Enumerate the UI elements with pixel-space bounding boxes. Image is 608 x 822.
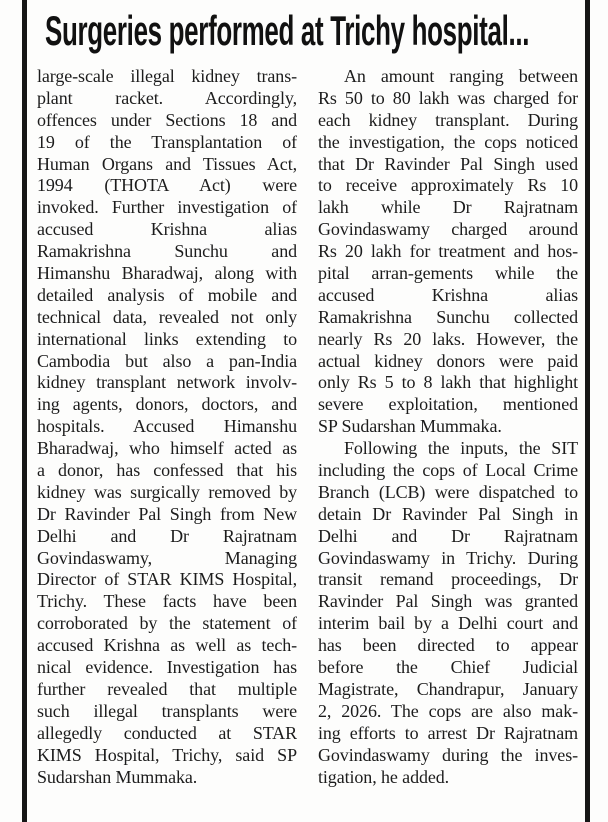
article-line: Rs 50 to 80 lakh was charged for <box>318 87 578 108</box>
article-line: Govindaswamy in Trichy. During <box>318 547 578 568</box>
left-border-rule <box>22 0 27 822</box>
article-line: interim bail by a Delhi court and <box>318 613 578 634</box>
article-line: Director of STAR KIMS Hospital, <box>37 569 297 590</box>
article-line: Magistrate, Chandrapur, January <box>318 678 578 699</box>
article-column-right <box>318 66 578 788</box>
article-body <box>37 66 578 788</box>
article-line: before the Chief Judicial <box>318 657 578 678</box>
article-line: Trichy. These facts have been <box>37 591 297 612</box>
article-line: detailed analysis of mobile and <box>37 284 297 305</box>
headline-text: Surgeries performed at Trichy hospital... <box>45 7 530 54</box>
article-line: pital arran-gements while the <box>318 263 578 284</box>
article-line: Following the inputs, the SIT <box>344 438 578 459</box>
article-line: 1994 (THOTA Act) were <box>37 175 297 196</box>
article-line: Delhi and Dr Rajratnam <box>318 525 578 546</box>
article-line: 19 of the Transplantation of <box>37 131 297 152</box>
article-line: Himanshu Bharadwaj, along with <box>37 263 297 284</box>
article-line: hospitals. Accused Himanshu <box>37 416 297 437</box>
article-line: such illegal transplants were <box>37 700 297 721</box>
article-line: ing efforts to arrest Dr Rajratnam <box>318 722 578 743</box>
article-line: An amount ranging between <box>344 66 578 86</box>
article-line: Dr Ravinder Pal Singh from New <box>37 503 297 524</box>
article-line: accused Krishna as well as tech- <box>37 635 297 656</box>
article-line: a donor, has confessed that his <box>37 460 297 481</box>
article-line: including the cops of Local Crime <box>318 460 578 481</box>
article-line: 2, 2026. The cops are also mak- <box>318 700 578 721</box>
article-line: large-scale illegal kidney trans- <box>37 66 297 86</box>
article-line: the investigation, the cops noticed <box>318 131 578 152</box>
article-line: Sudarshan Mummaka. <box>37 766 198 787</box>
article-line: Govindaswamy during the inves- <box>318 744 578 765</box>
article-line: each kidney transplant. During <box>318 109 578 130</box>
article-line: that Dr Ravinder Pal Singh used <box>318 153 578 174</box>
article-line: kidney transplant network involv- <box>37 372 297 393</box>
article-line: Human Organs and Tissues Act, <box>37 153 297 174</box>
article-line: Branch (LCB) were dispatched to <box>318 481 578 502</box>
article-column-left <box>37 66 297 788</box>
article-line: has been directed to appear <box>318 635 578 656</box>
article-line: allegedly conducted at STAR <box>37 722 297 743</box>
article-line: plant racket. Accordingly, <box>37 87 297 108</box>
article-line: accused Krishna alias <box>318 284 578 305</box>
article-line: international links extending to <box>37 328 297 349</box>
article-line: Ravinder Pal Singh was granted <box>318 591 578 612</box>
article-line: further revealed that multiple <box>37 678 297 699</box>
article-line: detain Dr Ravinder Pal Singh in <box>318 503 578 524</box>
article-line: invoked. Further investigation of <box>37 197 297 218</box>
article-line: Govindaswamy charged around <box>318 219 578 240</box>
article-line: technical data, revealed not only <box>37 306 297 327</box>
article-line: lakh while Dr Rajratnam <box>318 197 578 218</box>
article-line: Ramakrishna Sunchu and <box>37 241 297 262</box>
article-line: transit remand proceedings, Dr <box>318 569 578 590</box>
headline <box>45 7 608 55</box>
article-line: tigation, he added. <box>318 766 450 787</box>
article-line: SP Sudarshan Mummaka. <box>318 416 502 437</box>
article-line: actual kidney donors were paid <box>318 350 578 371</box>
article-line: only Rs 5 to 8 lakh that highlight <box>318 372 578 393</box>
article-line: offences under Sections 18 and <box>37 109 297 130</box>
article-line: corroborated by the statement of <box>37 613 297 634</box>
article-line: Cambodia but also a pan-India <box>37 350 297 371</box>
article-line: Rs 20 lakh for treatment and hos- <box>318 241 578 262</box>
article-line: accused Krishna alias <box>37 219 297 240</box>
article-line: kidney was surgically removed by <box>37 481 297 502</box>
article-line: Delhi and Dr Rajratnam <box>37 525 297 546</box>
article-line: ing agents, donors, doctors, and <box>37 394 297 415</box>
article-line: Govindaswamy, Managing <box>37 547 297 568</box>
article-line: nical evidence. Investigation has <box>37 657 297 678</box>
right-border-rule <box>585 0 590 822</box>
article-line: nearly Rs 20 laks. However, the <box>318 328 578 349</box>
article-line: to receive approximately Rs 10 <box>318 175 578 196</box>
article-line: Bharadwaj, who himself acted as <box>37 438 297 459</box>
article-line: severe exploitation, mentioned <box>318 394 578 415</box>
article-line: Ramakrishna Sunchu collected <box>318 306 578 327</box>
article-line: KIMS Hospital, Trichy, said SP <box>37 744 297 765</box>
